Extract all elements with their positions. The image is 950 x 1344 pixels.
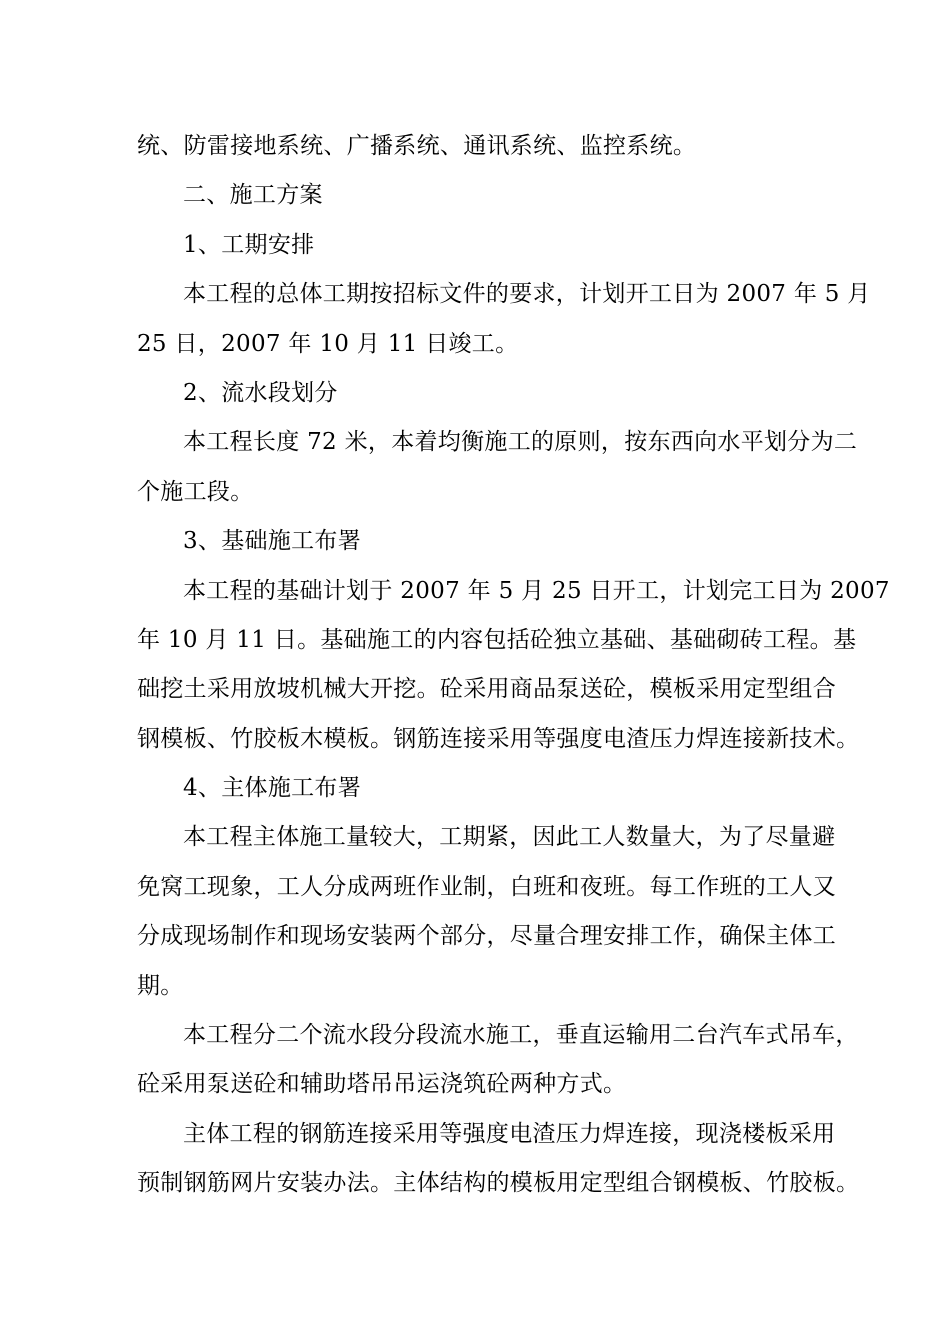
- document-body: [137, 122, 890, 1209]
- section-heading: 二、施工方案: [183, 182, 323, 209]
- text-line: 25 日，2007 年 10 月 11 日竣工。: [137, 330, 519, 357]
- text-line: 预制钢筋网片安装办法。主体结构的模板用定型组合钢模板、竹胶板。: [137, 1170, 860, 1197]
- text-line: 砼采用泵送砼和辅助塔吊吊运浇筑砼两种方式。: [137, 1071, 627, 1098]
- text-line: 础挖土采用放坡机械大开挖。砼采用商品泵送砼，模板采用定型组合: [137, 676, 836, 703]
- text-line: 本工程的基础计划于 2007 年 5 月 25 日开工，计划完工日为 2007: [183, 577, 890, 604]
- subsection-heading: 4、主体施工布署: [183, 775, 362, 802]
- text-line: 本工程的总体工期按招标文件的要求，计划开工日为 2007 年 5 月: [183, 281, 871, 308]
- text-line: 本工程长度 72 米，本着均衡施工的原则，按东西向水平划分为二: [183, 429, 858, 456]
- text-line: 免窝工现象，工人分成两班作业制，白班和夜班。每工作班的工人又: [137, 873, 836, 900]
- text-line: 钢模板、竹胶板木模板。钢筋连接采用等强度电渣压力焊连接新技术。: [137, 725, 860, 752]
- text-line: 本工程主体施工量较大，工期紧，因此工人数量大，为了尽量避: [183, 824, 836, 851]
- text-line: 期。: [137, 972, 184, 999]
- subsection-heading: 1、工期安排: [183, 231, 315, 258]
- text-line: 分成现场制作和现场安装两个部分，尽量合理安排工作，确保主体工: [137, 923, 836, 950]
- text-line: 本工程分二个流水段分段流水施工，垂直运输用二台汽车式吊车，: [183, 1022, 859, 1049]
- text-line: 个施工段。: [137, 478, 254, 505]
- text-line: 主体工程的钢筋连接采用等强度电渣压力焊连接，现浇楼板采用: [183, 1120, 836, 1147]
- subsection-heading: 2、流水段划分: [183, 379, 338, 406]
- subsection-heading: 3、基础施工布署: [183, 528, 362, 555]
- text-line: 统、防雷接地系统、广播系统、通讯系统、监控系统。: [137, 133, 697, 159]
- text-line: 年 10 月 11 日。基础施工的内容包括砼独立基础、基础砌砖工程。基: [137, 626, 857, 653]
